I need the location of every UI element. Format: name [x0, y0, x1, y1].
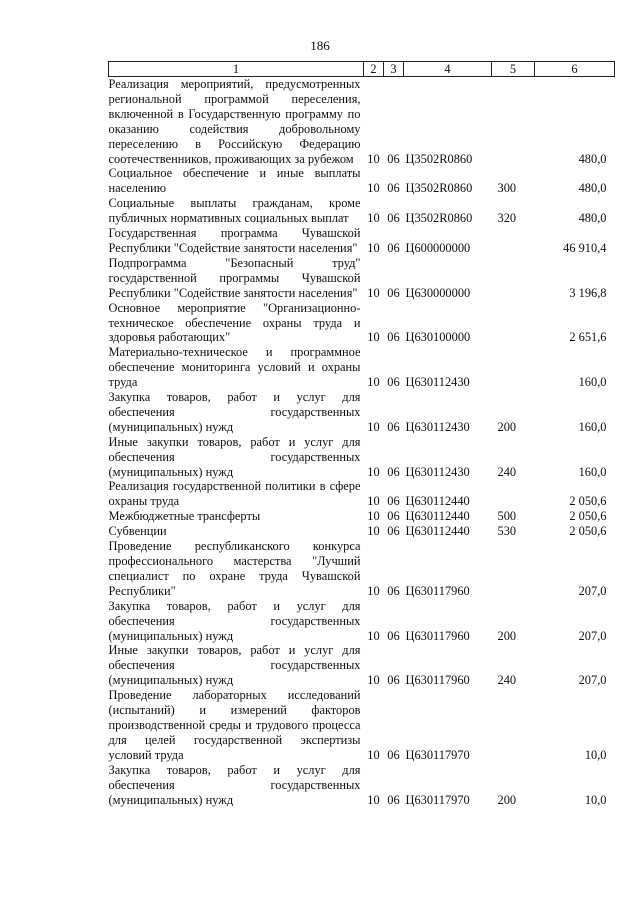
row-amount: 3 196,8 — [569, 285, 607, 300]
header-col-1: 1 — [109, 62, 364, 77]
row-amount: 46 910,4 — [563, 240, 607, 255]
row-name: Проведение лабораторных исследований (испытаний) и измерений факторов производственной среды и трудового процесса для целей государственной экспертизы условий труда — [108, 688, 361, 762]
row-expense-type — [492, 301, 535, 346]
row-amount: 2 050,6 — [569, 524, 607, 539]
row-target-article: Ц630112440 — [405, 494, 470, 509]
row-amount: 2 651,6 — [569, 330, 607, 345]
row-section: 10 — [367, 509, 380, 524]
header-col-4: 4 — [404, 62, 492, 77]
row-target-article: Ц630117960 — [405, 583, 470, 598]
row-expense-type — [492, 345, 535, 390]
row-expense-type: 320 — [497, 211, 517, 226]
table-row — [109, 435, 615, 480]
row-section: 10 — [367, 211, 380, 226]
row-name: Закупка товаров, работ и услуг для обеспечения государственных (муниципальных) нужд — [108, 390, 361, 434]
row-subsection: 06 — [387, 524, 400, 539]
row-subsection: 06 — [387, 494, 400, 509]
row-subsection: 06 — [387, 464, 400, 479]
table-row — [109, 256, 615, 301]
row-section: 10 — [367, 151, 380, 166]
row-expense-type: 240 — [497, 673, 517, 688]
row-section: 10 — [367, 524, 380, 539]
row-expense-type: 300 — [497, 181, 517, 196]
row-target-article: Ц630112430 — [405, 419, 470, 434]
row-amount: 160,0 — [578, 419, 607, 434]
row-expense-type — [492, 256, 535, 301]
row-amount: 10,0 — [584, 792, 607, 807]
row-subsection: 06 — [387, 211, 400, 226]
row-section: 10 — [367, 330, 380, 345]
row-expense-type: 530 — [497, 524, 517, 539]
budget-table — [108, 61, 615, 807]
header-col-5: 5 — [492, 62, 535, 77]
row-subsection: 06 — [387, 285, 400, 300]
table-row — [109, 77, 615, 167]
header-col-3: 3 — [384, 62, 404, 77]
table-body — [109, 77, 615, 808]
row-amount: 207,0 — [578, 628, 607, 643]
row-subsection: 06 — [387, 375, 400, 390]
row-name: Иные закупки товаров, работ и услуг для обеспечения государственных (муниципальных) нужд — [108, 434, 361, 479]
row-target-article: Ц3502R0860 — [405, 151, 473, 166]
row-subsection: 06 — [387, 583, 400, 598]
row-subsection: 06 — [387, 181, 400, 196]
table-row — [109, 226, 615, 256]
row-name: Проведение республиканского конкурса профессионального мастерства "Лучший специалист по охране труда Чувашской Республики" — [108, 539, 361, 598]
row-target-article: Ц630117970 — [405, 792, 470, 807]
row-name: Государственная программа Чувашской Республики "Содействие занятости населения" — [108, 226, 361, 255]
row-target-article: Ц630112430 — [405, 375, 470, 390]
row-target-article: Ц630117970 — [405, 747, 470, 762]
row-section: 10 — [367, 792, 380, 807]
row-expense-type: 200 — [497, 628, 517, 643]
row-amount: 480,0 — [578, 181, 607, 196]
row-expense-type — [492, 77, 535, 167]
row-subsection: 06 — [387, 240, 400, 255]
table-row — [109, 166, 615, 196]
table-row — [109, 196, 615, 226]
row-name: Межбюджетные трансферты — [108, 509, 261, 524]
row-subsection: 06 — [387, 628, 400, 643]
row-target-article: Ц630112440 — [405, 524, 470, 539]
row-name: Основное мероприятие "Организационно-техническое обеспечение охраны труда и здоровья работающих" — [108, 300, 361, 345]
row-subsection: 06 — [387, 151, 400, 166]
row-name: Социальное обеспечение и иные выплаты населению — [108, 166, 361, 196]
row-subsection: 06 — [387, 419, 400, 434]
table-row — [109, 524, 615, 539]
row-section: 10 — [367, 583, 380, 598]
page-number: 186 — [310, 38, 330, 53]
table-row — [109, 301, 615, 346]
row-target-article: Ц630100000 — [405, 330, 471, 345]
row-expense-type — [492, 226, 535, 256]
row-target-article: Ц630112430 — [405, 464, 470, 479]
row-section: 10 — [367, 628, 380, 643]
row-target-article: Ц630000000 — [405, 285, 471, 300]
row-name: Субвенции — [108, 524, 167, 539]
table-row — [109, 539, 615, 599]
row-subsection: 06 — [387, 747, 400, 762]
header-col-6: 6 — [535, 62, 615, 77]
row-target-article: Ц3502R0860 — [405, 211, 473, 226]
row-name: Иные закупки товаров, работ и услуг для обеспечения государственных (муниципальных) нужд — [108, 643, 361, 688]
table-row — [109, 345, 615, 390]
row-amount: 480,0 — [578, 211, 607, 226]
row-subsection: 06 — [387, 673, 400, 688]
row-section: 10 — [367, 747, 380, 762]
row-expense-type: 200 — [497, 792, 517, 807]
row-subsection: 06 — [387, 509, 400, 524]
row-amount: 2 050,6 — [569, 494, 607, 509]
table-row — [109, 479, 615, 509]
row-expense-type: 500 — [497, 509, 517, 524]
row-target-article: Ц630117960 — [405, 673, 470, 688]
row-expense-type — [492, 688, 535, 763]
row-amount: 207,0 — [578, 673, 607, 688]
row-expense-type: 200 — [497, 419, 517, 434]
table-row — [109, 599, 615, 644]
table-row — [109, 643, 615, 688]
row-name: Социальные выплаты гражданам, кроме публичных нормативных социальных выплат — [108, 196, 361, 226]
table-row — [109, 390, 615, 435]
row-section: 10 — [367, 419, 380, 434]
row-section: 10 — [367, 181, 380, 196]
row-amount: 10,0 — [584, 747, 607, 762]
row-target-article: Ц630117960 — [405, 628, 470, 643]
row-subsection: 06 — [387, 330, 400, 345]
row-section: 10 — [367, 494, 380, 509]
row-name: Материально-техническое и программное обеспечение мониторинга условий и охраны труда — [108, 345, 361, 390]
row-subsection: 06 — [387, 792, 400, 807]
row-name: Закупка товаров, работ и услуг для обеспечения государственных (муниципальных) нужд — [108, 762, 361, 807]
table-row — [109, 509, 615, 524]
row-section: 10 — [367, 673, 380, 688]
row-amount: 2 050,6 — [569, 509, 607, 524]
row-name: Закупка товаров, работ и услуг для обеспечения государственных (муниципальных) нужд — [108, 598, 361, 643]
row-expense-type: 240 — [497, 464, 517, 479]
row-name: Реализация мероприятий, предусмотренных региональной программой переселения, включенной в Государственную программу по оказанию содействия добровольному переселению в Российскую Федерацию соотечественников, проживающих за рубежом — [108, 77, 361, 166]
row-amount: 207,0 — [578, 583, 607, 598]
row-target-article: Ц630112440 — [405, 509, 470, 524]
row-expense-type — [492, 539, 535, 599]
row-amount: 480,0 — [578, 151, 607, 166]
row-section: 10 — [367, 240, 380, 255]
table-header — [109, 62, 615, 77]
row-target-article: Ц600000000 — [405, 240, 471, 255]
row-target-article: Ц3502R0860 — [405, 181, 473, 196]
row-section: 10 — [367, 285, 380, 300]
row-amount: 160,0 — [578, 375, 607, 390]
row-expense-type — [492, 479, 535, 509]
table-row — [109, 763, 615, 808]
header-col-2: 2 — [364, 62, 384, 77]
row-name: Подпрограмма "Безопасный труд" государственной программы Чувашской Республики "Содействие занятости населения" — [108, 255, 361, 300]
row-section: 10 — [367, 375, 380, 390]
row-section: 10 — [367, 464, 380, 479]
row-name: Реализация государственной политики в сфере охраны труда — [108, 479, 361, 509]
row-amount: 160,0 — [578, 464, 607, 479]
table-row — [109, 688, 615, 763]
